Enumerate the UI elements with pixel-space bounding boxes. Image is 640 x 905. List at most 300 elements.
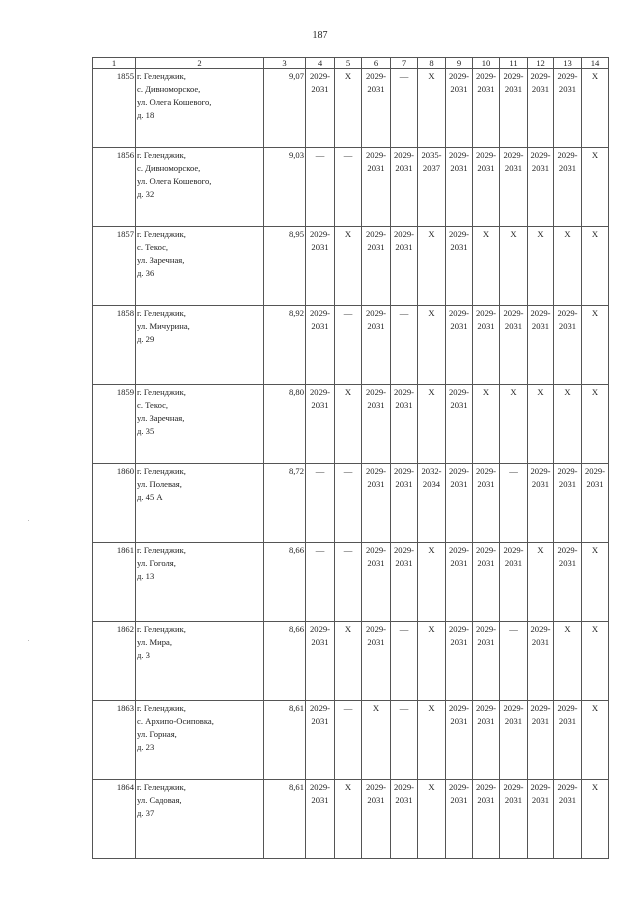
- cell-mark: —: [315, 466, 325, 476]
- value-cell: 9,07: [264, 69, 306, 148]
- address-line: д. 32: [137, 189, 155, 199]
- year-line: 2031: [531, 163, 550, 173]
- year-line: 2029-: [448, 466, 470, 476]
- address-line: ул. Горная,: [137, 729, 177, 739]
- address-line: с. Архипо-Осиповка,: [137, 716, 214, 726]
- row-number: 1856: [93, 148, 136, 227]
- column-header-9: 9: [446, 58, 473, 69]
- year-line: 2029-: [503, 703, 524, 713]
- year-line: 2031: [311, 84, 329, 94]
- period-cell-col-12: [528, 227, 554, 306]
- cell-mark: X: [428, 229, 435, 239]
- registry-table: [92, 57, 609, 859]
- row-number: 1859: [93, 385, 136, 464]
- cell-mark: X: [428, 308, 435, 318]
- period-cell-col-5: [335, 306, 362, 385]
- address-cell: [136, 227, 264, 306]
- address-line: д. 45 А: [137, 492, 163, 502]
- period-cell-col-6: [362, 543, 391, 622]
- year-line: 2029-: [448, 703, 470, 713]
- year-line: 2031: [531, 795, 550, 805]
- cell-mark: X: [510, 387, 517, 397]
- row-number: 1862: [93, 622, 136, 701]
- year-line: 2031: [367, 558, 385, 568]
- period-cell-col-8: [418, 543, 446, 622]
- year-line: 2031: [395, 242, 413, 252]
- year-line: 2031: [450, 795, 468, 805]
- cell-mark: X: [591, 71, 599, 81]
- cell-mark: —: [343, 150, 353, 160]
- year-line: 2029-: [393, 150, 415, 160]
- year-line: 2029-: [365, 387, 387, 397]
- period-cell-col-14: [582, 306, 609, 385]
- year-line: 2029-: [393, 466, 415, 476]
- year-line: 2029-: [557, 466, 578, 476]
- period-cell-col-4: [306, 69, 335, 148]
- year-line: 2031: [395, 795, 413, 805]
- period-cell-col-14: [582, 148, 609, 227]
- year-line: 2031: [531, 637, 550, 647]
- year-line: 2031: [531, 716, 550, 726]
- period-cell-col-9: [446, 385, 473, 464]
- value-cell: 8,61: [264, 780, 306, 859]
- year-line: 2031: [558, 716, 577, 726]
- address-line: д. 35: [137, 426, 155, 436]
- year-line: 2031: [558, 479, 577, 489]
- period-cell-col-10: [473, 622, 500, 701]
- year-line: 2031: [311, 400, 329, 410]
- period-cell-col-9: [446, 701, 473, 780]
- period-cell-col-11: [500, 227, 528, 306]
- year-line: 2029-: [530, 71, 551, 81]
- year-line: 2031: [367, 84, 385, 94]
- period-cell-col-14: [582, 385, 609, 464]
- year-line: 2031: [504, 84, 523, 94]
- address-line: д. 23: [137, 742, 155, 752]
- period-cell-col-13: [554, 464, 582, 543]
- period-cell-col-11: [500, 306, 528, 385]
- year-line: 2031: [367, 321, 385, 331]
- address-line: ул. Мичурина,: [137, 321, 190, 331]
- year-line: 2031: [311, 716, 329, 726]
- year-line: 2031: [450, 479, 468, 489]
- year-line: 2031: [558, 558, 577, 568]
- address-line: с. Текос,: [137, 242, 169, 252]
- period-cell-col-9: [446, 227, 473, 306]
- period-cell-col-10: [473, 69, 500, 148]
- cell-mark: X: [591, 229, 599, 239]
- column-header-11: 11: [500, 58, 528, 69]
- address-line: д. 3: [137, 650, 150, 660]
- year-line: 2029-: [309, 71, 331, 81]
- row-number: 1858: [93, 306, 136, 385]
- period-cell-col-7: [391, 385, 418, 464]
- year-line: 2031: [450, 84, 468, 94]
- period-cell-col-11: [500, 780, 528, 859]
- year-line: 2029-: [503, 308, 524, 318]
- year-line: 2031: [450, 242, 468, 252]
- year-line: 2029-: [309, 387, 331, 397]
- period-cell-col-12: [528, 701, 554, 780]
- period-cell-col-5: [335, 227, 362, 306]
- year-line: 2029-: [503, 71, 524, 81]
- period-cell-col-13: [554, 69, 582, 148]
- year-line: 2031: [558, 84, 577, 94]
- year-line: 2029-: [448, 387, 470, 397]
- year-line: 2031: [504, 321, 523, 331]
- period-cell-col-11: [500, 622, 528, 701]
- year-line: 2031: [504, 558, 523, 568]
- row-number: 1861: [93, 543, 136, 622]
- cell-mark: —: [399, 308, 409, 318]
- year-line: 2029-: [557, 703, 578, 713]
- year-line: 2031: [477, 637, 495, 647]
- period-cell-col-6: [362, 227, 391, 306]
- address-line: г. Геленджик,: [137, 387, 186, 397]
- year-line: 2031: [477, 558, 495, 568]
- year-line: 2031: [531, 84, 550, 94]
- year-line: 2031: [367, 400, 385, 410]
- period-cell-col-14: [582, 780, 609, 859]
- table-row: [93, 69, 609, 148]
- year-line: 2031: [477, 321, 495, 331]
- year-line: 2031: [558, 321, 577, 331]
- cell-mark: X: [591, 150, 599, 160]
- period-cell-col-5: [335, 148, 362, 227]
- value-cell: 9,03: [264, 148, 306, 227]
- cell-mark: X: [537, 229, 544, 239]
- year-line: 2029-: [475, 150, 497, 160]
- period-cell-col-7: [391, 464, 418, 543]
- period-cell-col-6: [362, 622, 391, 701]
- period-cell-col-7: [391, 227, 418, 306]
- year-line: 2029-: [557, 71, 578, 81]
- period-cell-col-11: [500, 69, 528, 148]
- period-cell-col-13: [554, 385, 582, 464]
- cell-mark: X: [372, 703, 380, 713]
- column-header-1: 1: [93, 58, 136, 69]
- year-line: 2029-: [557, 150, 578, 160]
- period-cell-col-11: [500, 701, 528, 780]
- period-cell-col-6: [362, 385, 391, 464]
- address-line: г. Геленджик,: [137, 229, 186, 239]
- year-line: 2031: [531, 321, 550, 331]
- period-cell-col-5: [335, 385, 362, 464]
- address-line: г. Геленджик,: [137, 624, 186, 634]
- cell-mark: X: [482, 387, 490, 397]
- period-cell-col-10: [473, 227, 500, 306]
- table-row: [93, 385, 609, 464]
- table-row: [93, 227, 609, 306]
- address-line: д. 29: [137, 334, 155, 344]
- year-line: 2029-: [530, 782, 551, 792]
- year-line: 2029-: [584, 466, 606, 476]
- period-cell-col-6: [362, 464, 391, 543]
- period-cell-col-14: [582, 543, 609, 622]
- year-line: 2031: [504, 716, 523, 726]
- cell-mark: X: [482, 229, 490, 239]
- year-line: 2029-: [393, 782, 415, 792]
- cell-mark: —: [399, 71, 409, 81]
- column-header-12: 12: [528, 58, 554, 69]
- address-line: г. Геленджик,: [137, 703, 186, 713]
- year-line: 2029-: [365, 308, 387, 318]
- year-line: 2029-: [530, 624, 551, 634]
- period-cell-col-13: [554, 701, 582, 780]
- year-line: 2029-: [530, 150, 551, 160]
- cell-mark: —: [399, 703, 409, 713]
- cell-mark: X: [564, 229, 571, 239]
- period-cell-col-6: [362, 148, 391, 227]
- cell-mark: X: [510, 229, 517, 239]
- year-line: 2029-: [393, 387, 415, 397]
- period-cell-col-7: [391, 148, 418, 227]
- cell-mark: —: [509, 466, 518, 476]
- period-cell-col-9: [446, 543, 473, 622]
- cell-mark: X: [591, 545, 599, 555]
- table-row: [93, 701, 609, 780]
- address-cell: [136, 780, 264, 859]
- year-line: 2031: [450, 400, 468, 410]
- table-row: [93, 622, 609, 701]
- row-number: 1864: [93, 780, 136, 859]
- year-line: 2029-: [309, 229, 331, 239]
- row-number: 1860: [93, 464, 136, 543]
- year-line: 2031: [395, 163, 413, 173]
- cell-mark: X: [344, 387, 352, 397]
- period-cell-col-14: [582, 464, 609, 543]
- cell-mark: —: [343, 308, 353, 318]
- period-cell-col-6: [362, 306, 391, 385]
- period-cell-col-8: [418, 701, 446, 780]
- scan-speck: [28, 520, 29, 521]
- period-cell-col-4: [306, 306, 335, 385]
- address-line: ул. Мира,: [137, 637, 173, 647]
- address-cell: [136, 69, 264, 148]
- period-cell-col-8: [418, 69, 446, 148]
- period-cell-col-14: [582, 69, 609, 148]
- year-line: 2029-: [475, 624, 497, 634]
- year-line: 2029-: [503, 782, 524, 792]
- cell-mark: X: [428, 782, 435, 792]
- cell-mark: —: [399, 624, 409, 634]
- address-line: г. Геленджик,: [137, 782, 186, 792]
- year-line: 2031: [311, 242, 329, 252]
- year-line: 2029-: [393, 229, 415, 239]
- period-cell-col-5: [335, 69, 362, 148]
- row-number: 1855: [93, 69, 136, 148]
- cell-mark: X: [428, 703, 435, 713]
- year-line: 2031: [367, 479, 385, 489]
- period-cell-col-4: [306, 464, 335, 543]
- address-line: ул. Олега Кошевого,: [137, 176, 212, 186]
- year-line: 2031: [395, 558, 413, 568]
- value-cell: 8,95: [264, 227, 306, 306]
- cell-mark: X: [428, 545, 435, 555]
- period-cell-col-8: [418, 780, 446, 859]
- period-cell-col-8: [418, 622, 446, 701]
- period-cell-col-12: [528, 780, 554, 859]
- period-cell-col-11: [500, 543, 528, 622]
- year-line: 2029-: [475, 466, 497, 476]
- address-cell: [136, 622, 264, 701]
- year-line: 2029-: [475, 545, 497, 555]
- year-line: 2029-: [309, 703, 331, 713]
- period-cell-col-5: [335, 780, 362, 859]
- cell-mark: —: [343, 545, 353, 555]
- year-line: 2031: [395, 479, 413, 489]
- period-cell-col-4: [306, 622, 335, 701]
- address-line: г. Геленджик,: [137, 71, 186, 81]
- row-number: 1857: [93, 227, 136, 306]
- year-line: 2037: [422, 163, 441, 173]
- year-line: 2029-: [309, 624, 331, 634]
- period-cell-col-10: [473, 148, 500, 227]
- address-line: ул. Садовая,: [137, 795, 182, 805]
- header-row: [93, 58, 609, 69]
- year-line: 2031: [477, 795, 495, 805]
- period-cell-col-8: [418, 464, 446, 543]
- period-cell-col-13: [554, 227, 582, 306]
- year-line: 2029-: [448, 229, 470, 239]
- period-cell-col-9: [446, 464, 473, 543]
- cell-mark: X: [537, 387, 544, 397]
- column-header-14: 14: [582, 58, 609, 69]
- period-cell-col-12: [528, 69, 554, 148]
- cell-mark: X: [428, 624, 435, 634]
- cell-mark: X: [564, 387, 571, 397]
- period-cell-col-5: [335, 622, 362, 701]
- address-cell: [136, 385, 264, 464]
- period-cell-col-5: [335, 543, 362, 622]
- year-line: 2029-: [557, 308, 578, 318]
- year-line: 2031: [477, 84, 495, 94]
- value-cell: 8,80: [264, 385, 306, 464]
- period-cell-col-10: [473, 780, 500, 859]
- value-cell: 8,66: [264, 622, 306, 701]
- year-line: 2029-: [365, 150, 387, 160]
- period-cell-col-12: [528, 306, 554, 385]
- year-line: 2029-: [365, 545, 387, 555]
- column-header-7: 7: [391, 58, 418, 69]
- year-line: 2029-: [365, 782, 387, 792]
- address-line: ул. Заречная,: [137, 255, 185, 265]
- address-cell: [136, 543, 264, 622]
- year-line: 2029-: [503, 545, 524, 555]
- year-line: 2029-: [530, 308, 551, 318]
- period-cell-col-4: [306, 385, 335, 464]
- period-cell-col-13: [554, 543, 582, 622]
- period-cell-col-10: [473, 385, 500, 464]
- year-line: 2031: [504, 795, 523, 805]
- cell-mark: X: [344, 782, 352, 792]
- period-cell-col-8: [418, 148, 446, 227]
- table-row: [93, 306, 609, 385]
- period-cell-col-11: [500, 385, 528, 464]
- period-cell-col-14: [582, 227, 609, 306]
- cell-mark: X: [591, 308, 599, 318]
- column-header-8: 8: [418, 58, 446, 69]
- address-line: с. Дивноморское,: [137, 163, 201, 173]
- table-row: [93, 148, 609, 227]
- cell-mark: X: [344, 229, 352, 239]
- period-cell-col-7: [391, 622, 418, 701]
- year-line: 2031: [477, 716, 495, 726]
- period-cell-col-8: [418, 306, 446, 385]
- year-line: 2029-: [530, 703, 551, 713]
- table-row: [93, 780, 609, 859]
- table-row: [93, 464, 609, 543]
- period-cell-col-13: [554, 780, 582, 859]
- year-line: 2029-: [448, 150, 470, 160]
- period-cell-col-5: [335, 701, 362, 780]
- cell-mark: X: [591, 624, 599, 634]
- period-cell-col-12: [528, 385, 554, 464]
- year-line: 2029-: [365, 71, 387, 81]
- cell-mark: X: [564, 624, 571, 634]
- year-line: 2029-: [448, 782, 470, 792]
- column-header-4: 4: [306, 58, 335, 69]
- address-line: ул. Заречная,: [137, 413, 185, 423]
- address-line: д. 13: [137, 571, 155, 581]
- year-line: 2031: [311, 321, 329, 331]
- year-line: 2032-: [421, 466, 442, 476]
- year-line: 2031: [531, 479, 550, 489]
- address-line: ул. Олега Кошевого,: [137, 97, 212, 107]
- period-cell-col-9: [446, 69, 473, 148]
- period-cell-col-5: [335, 464, 362, 543]
- period-cell-col-4: [306, 148, 335, 227]
- year-line: 2031: [395, 400, 413, 410]
- period-cell-col-4: [306, 780, 335, 859]
- address-cell: [136, 701, 264, 780]
- column-header-2: 2: [136, 58, 264, 69]
- cell-mark: X: [591, 703, 599, 713]
- value-cell: 8,92: [264, 306, 306, 385]
- year-line: 2031: [367, 163, 385, 173]
- address-line: д. 36: [137, 268, 155, 278]
- period-cell-col-10: [473, 464, 500, 543]
- year-line: 2029-: [309, 782, 331, 792]
- page-number: 187: [312, 30, 328, 41]
- cell-mark: X: [591, 782, 599, 792]
- year-line: 2031: [311, 795, 329, 805]
- period-cell-col-13: [554, 306, 582, 385]
- year-line: 2031: [558, 795, 577, 805]
- value-cell: 8,61: [264, 701, 306, 780]
- address-line: с. Дивноморское,: [137, 84, 201, 94]
- period-cell-col-11: [500, 148, 528, 227]
- year-line: 2031: [367, 242, 385, 252]
- year-line: 2029-: [503, 150, 524, 160]
- year-line: 2031: [477, 163, 495, 173]
- period-cell-col-13: [554, 622, 582, 701]
- column-header-6: 6: [362, 58, 391, 69]
- cell-mark: X: [537, 545, 544, 555]
- period-cell-col-9: [446, 780, 473, 859]
- year-line: 2031: [450, 163, 468, 173]
- period-cell-col-6: [362, 69, 391, 148]
- period-cell-col-14: [582, 701, 609, 780]
- cell-mark: X: [344, 624, 352, 634]
- cell-mark: X: [344, 71, 352, 81]
- year-line: 2029-: [393, 545, 415, 555]
- value-cell: 8,72: [264, 464, 306, 543]
- address-line: г. Геленджик,: [137, 545, 186, 555]
- period-cell-col-9: [446, 622, 473, 701]
- cell-mark: —: [315, 545, 325, 555]
- period-cell-col-9: [446, 306, 473, 385]
